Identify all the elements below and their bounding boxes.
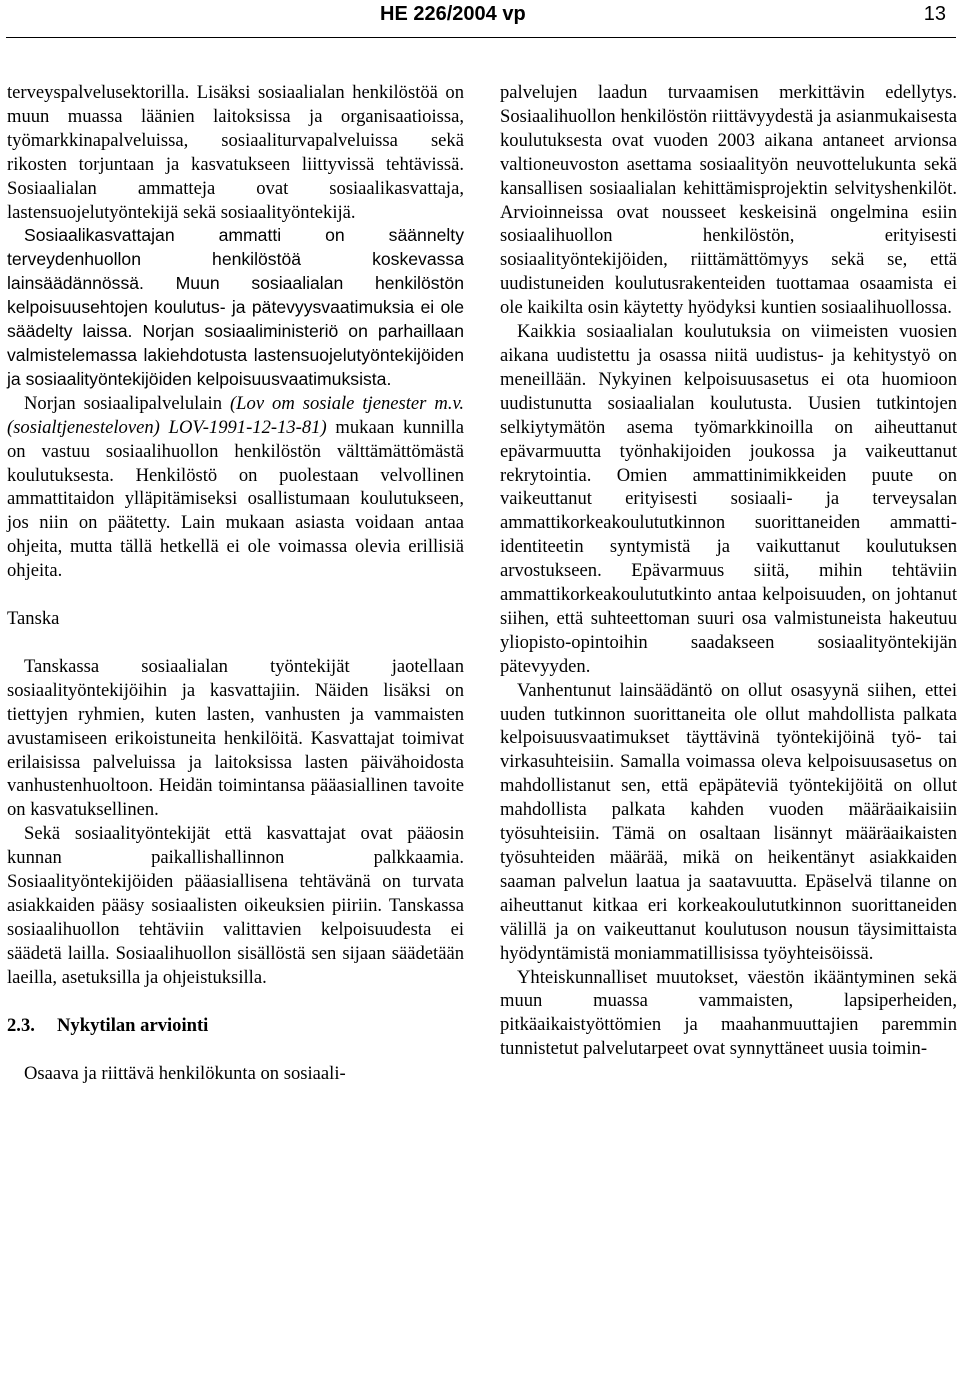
subheading-tanska: Tanska bbox=[7, 608, 60, 630]
section-heading bbox=[7, 1014, 464, 1038]
law-citation: (Lov om sosiale tjenester m.v. (sosialtjenesteloven) LOV-1991-12-13-81) bbox=[7, 392, 464, 438]
paragraph: Tanskassa sosiaalialan työntekijät jaotellaan sosiaalityöntekijöihin ja kasvattajiin. Näiden lisäksi on tiettyjen ryhmien, kuten lasten, vanhusten ja vammaisten avustamiseen erikoistuneita henkilöitä. Kasvattajat toimivat erilaisissa palveluissa ja laitoksissa lasten päivähoidosta vanhustenhuoltoon. Heidän toimintansa pääasiallinen tavoite on kasvatuksellinen. bbox=[7, 655, 464, 821]
page-number: 13 bbox=[923, 3, 946, 25]
paragraph bbox=[7, 392, 464, 583]
paragraph: Kaikkia sosiaalialan koulutuksia on viimeisten vuosien aikana uudistettu ja osassa niitä uudistus- ja kehitystyö on meneillään. Nykyinen kelpoisuusasetus ei ota huomioon uudistunutta sosiaalialan koulutusta. Uusien tutkintojen selkiytymätön asema työmarkkinoilla on aiheuttanut epävarmuutta työnhakijoiden joukossa ja vaikeuttanut rekrytointia. Omien ammattinimikkeiden puute on vaikeuttanut erityisesti sosiaali- ja terveysalan ammattikorkeakoulututkinnon suorittaneiden ammatti-identiteetin syntymistä ja vaikuttanut koulutuksen arvostukseen. Epävarmuus siitä, mihin tehtäviin ammattikorkeakoulututkinto antaa kelpoisuuden, on johtanut siihen, että suhteettoman suuri osa valmistuneista hakeutuu yliopisto-opintoihin saadakseen sosiaalityöntekijän pätevyyden. bbox=[500, 321, 957, 677]
paragraph: Sekä sosiaalityöntekijät että kasvattajat ovat pääosin kunnan paikallishallinnon palkkaamia. Sosiaalityöntekijöiden pääasiallisena tehtävänä on turvata asiakkaiden pääsy sosiaalisten oikeuksien piiriin. Tanskassa sosiaalihuollon tehtäviin valittavien kelpoisuudesta ei säädetä lailla. Sosiaalihuollon sisällöstä sen sijaan säädetään laeilla, asetuksilla ja ohjeistuksilla. bbox=[7, 823, 464, 988]
paragraph: palvelujen laadun turvaamisen merkittävin edellytys. Sosiaalihuollon henkilöstön riittävyydestä ja asianmukaisesta koulutuksesta ovat vuoden 2003 aikana antaneet arvionsa valtioneuvoston asettama sosiaalityön neuvottelukunta sekä kansallisen sosiaalialan kehittämisprojektin selvityshenkilöt. Arvioinneissa ovat nousseet keskeisinä ongelmina esiin sosiaalihuollon henkilöstön, erityisesti sosiaalityöntekijöiden, riittämättömyys sekä se, että uudistuneiden koulutusrakenteiden tuottamaa osaamista ei ole kaikilta osin käytetty hyödyksi kuntien sosiaalihuollossa. bbox=[500, 82, 957, 319]
header-rule bbox=[6, 37, 956, 38]
paragraph: Yhteiskunnalliset muutokset, väestön ikääntyminen sekä muun muassa vammaisten, lapsiperheiden, pitkäaikaistyöttömien ja maahanmuuttajien paremmin tunnistetut palvelutarpeet ovat synnyttäneet uusia toimin- bbox=[500, 966, 957, 1060]
paragraph: Osaava ja riittävä henkilökunta on sosiaali- bbox=[24, 1062, 346, 1084]
section-number: 2.3. bbox=[7, 1014, 35, 1036]
paragraph: terveyspalvelusektorilla. Lisäksi sosiaalialan henkilöstöä on muun muassa läänien laitoksissa ja organisaatioissa, työmarkkinapalveluissa, sosiaaliturvapalveluissa sekä rikosten torjuntaan ja kasvatukseen liittyvissä tehtävissä. Sosiaalialan ammatteja ovat sosiaalikasvattaja, lastensuojelutyöntekijä sekä sosiaalityöntekijä. bbox=[7, 82, 464, 223]
paragraph-text: Norjan sosiaalipalvelulain bbox=[24, 392, 230, 414]
page-header-title: HE 226/2004 vp bbox=[380, 3, 526, 25]
section-title: Nykytilan arviointi bbox=[57, 1014, 209, 1036]
left-column bbox=[7, 81, 464, 1085]
paragraph: Vanhentunut lainsäädäntö on ollut osasyynä siihen, ettei uuden tutkinnon suorittaneita ole ollut mahdollista palkata kelpoisuusvaatimukset täyttävinä työntekijöinä työ- tai virkasuhteisiin. Samalla voimassa oleva kelpoisuusasetus on mahdollistanut sen, että epäpäteviä työntekijöitä on ollut mahdollista palkata kahden vuoden määräaikaisiin työsuhteisiin. Tämä on osaltaan lisännyt määräaikaisten työsuhteiden määrää, mikä on heikentänyt asiakkaiden saaman palvelun laatua ja saatavuutta. Epäselvä tilanne on aiheuttanut kitkaa eri korkeakoulututkinnon suorittaneiden välillä ja on vaikeuttanut koulutuson nousun täysimittaista hyödyntämistä moniammatillisissa työyhteisöissä. bbox=[500, 679, 957, 964]
right-column bbox=[500, 81, 957, 1061]
paragraph-text: mukaan kunnilla on vastuu sosiaalihuollon henkilöstön välttämättömästä koulutuksesta. Henkilöstö on puolestaan velvollinen ammattitaidon ylläpitämiseksi osallistumaan koulutukseen, jos niin on päätetty. Lain mukaan asiasta voidaan antaa ohjeita, mutta tällä hetkellä ei ole voimassa olevia erillisiä ohjeita. bbox=[7, 416, 464, 582]
paragraph: Sosiaalikasvattajan ammatti on säännelty terveydenhuollon henkilöstöä koskevassa lainsäädännössä. Muun sosiaalialan henkilöstön kelpoisuusehtojen koulutus- ja pätevyysvaatimuksia ei ole säädelty laissa. Norjan sosiaaliministeriö on parhaillaan valmistelemassa lakiehdotusta lastensuojelutyöntekijöiden ja sosiaalityöntekijöiden kelpoisuusvaatimuksista. bbox=[7, 225, 464, 389]
